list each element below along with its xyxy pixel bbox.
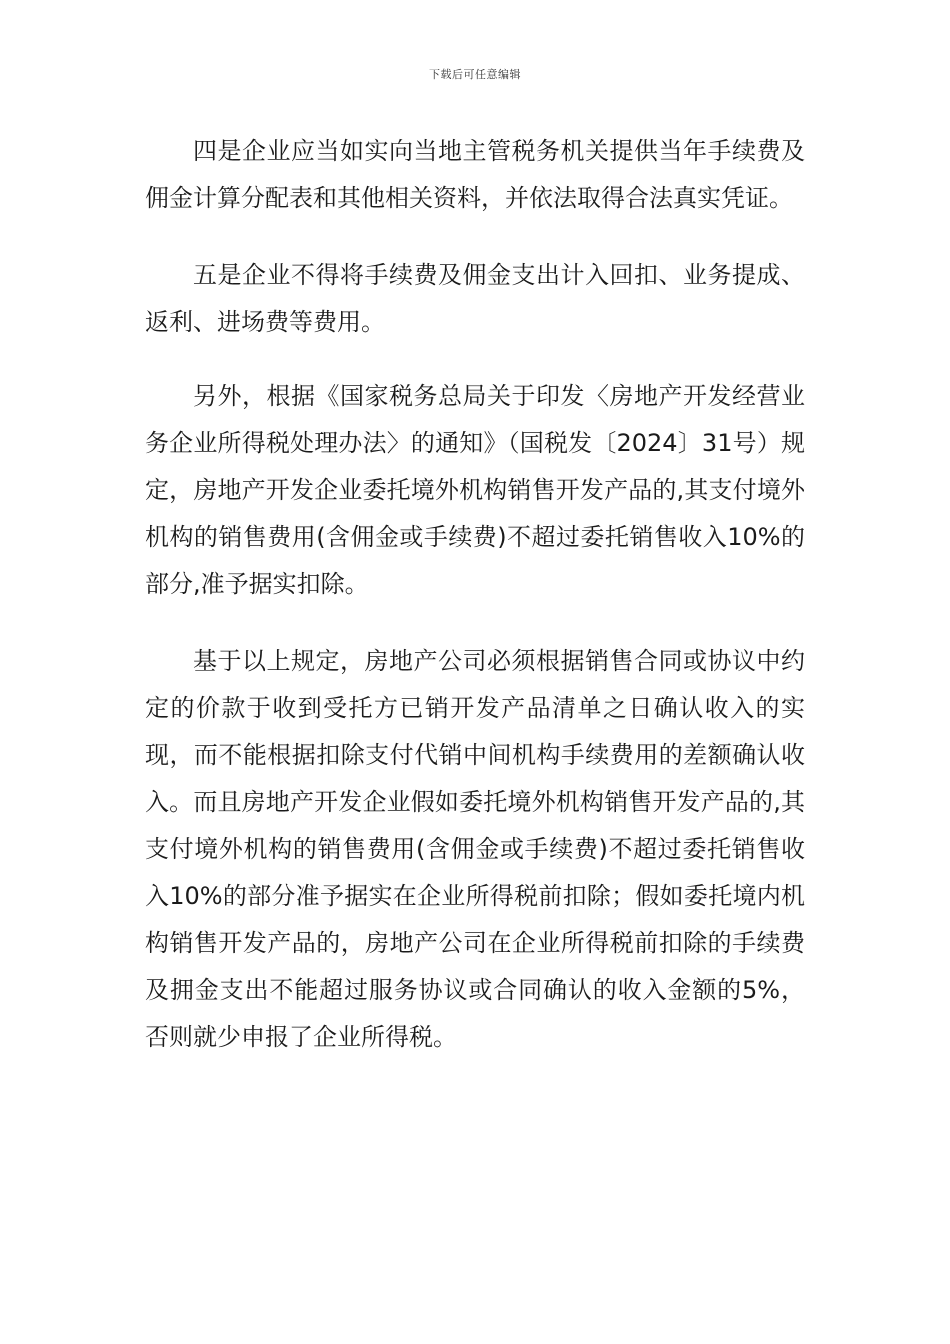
paragraph-fee-exclusions: 五是企业不得将手续费及佣金支出计入回扣、业务提成、返利、进场费等费用。 [145, 261, 805, 336]
paragraph-overseas-sales-rule: 另外，根据《国家税务总局关于印发〈房地产开发经营业务企业所得税处理办法〉的通知》（国税发〔2024〕31号）规定，房地产开发企业委托境外机构销售开发产品的,其支付境外机构的销售费用(含佣金或手续费)不超过委托销售收入10%的部分,准予据实扣除。 [145, 382, 805, 598]
paragraph-fee-documentation: 四是企业应当如实向当地主管税务机关提供当年手续费及佣金计算分配表和其他相关资料，并依法取得合法真实凭证。 [145, 137, 805, 212]
paragraph-conclusion: 基于以上规定，房地产公司必须根据销售合同或协议中约定的价款于收到受托方已销开发产品清单之日确认收入的实现，而不能根据扣除支付代销中间机构手续费用的差额确认收入。而且房地产开发企业假如委托境外机构销售开发产品的,其支付境外机构的销售费用(含佣金或手续费)不超过委托销售收入10%的部分准予据实在企业所得税前扣除；假如委托境内机构销售开发产品的，房地产公司在企业所得税前扣除的手续费及拥金支出不能超过服务协议或合同确认的收入金额的5%，否则就少申报了企业所得税。 [145, 647, 805, 1051]
document-body [145, 128, 805, 1061]
page-header-note: 下载后可任意编辑 [429, 68, 521, 81]
